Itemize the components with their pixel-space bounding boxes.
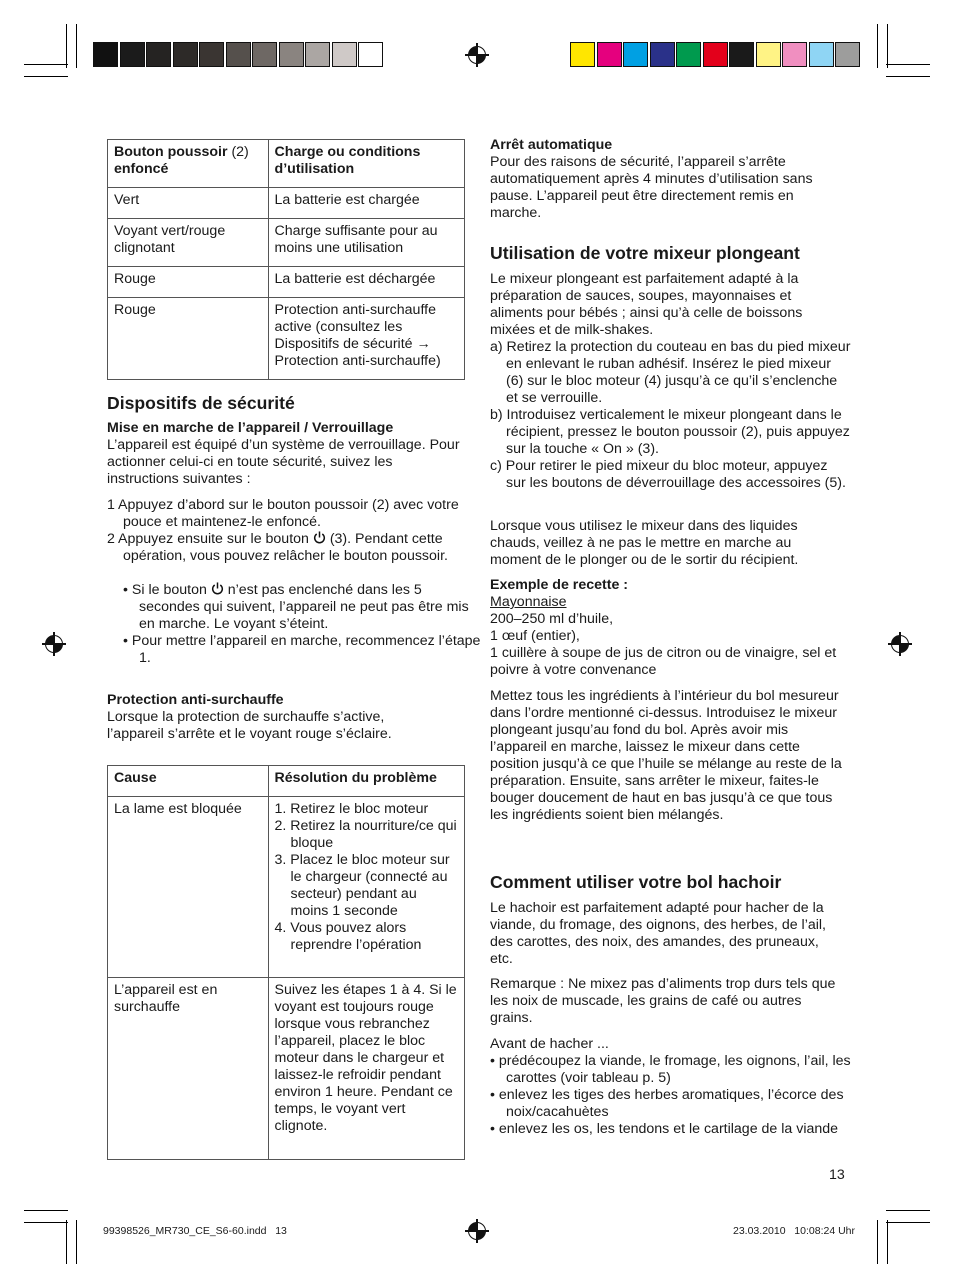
registration-mark-icon bbox=[45, 635, 63, 653]
color-swatch bbox=[120, 42, 145, 67]
power-icon bbox=[211, 582, 224, 595]
table-cell: Charge suffisante pour au moins une utilisation bbox=[268, 219, 464, 267]
crop-mark bbox=[886, 1222, 930, 1223]
color-swatch bbox=[252, 42, 277, 67]
crop-mark bbox=[76, 1220, 77, 1264]
table-header-cell: Charge ou conditions d’utilisation bbox=[268, 140, 464, 188]
crop-mark bbox=[24, 1210, 68, 1211]
bullet-1: • Si le bouton n’est pas enclenché dans les 5 secondes qui suivent, l’appareil ne peut pas être mis en marche. Le voyant s’éteint. bbox=[123, 582, 469, 632]
recipe-ingredient: 1 œuf (entier), bbox=[490, 628, 580, 644]
recipe-ingredient: 1 cuillère à soupe de jus de citron ou de vinaigre, sel et poivre à votre convenance bbox=[490, 645, 837, 678]
recipe-name: Mayonnaise bbox=[490, 594, 567, 610]
color-swatch bbox=[676, 42, 701, 67]
bullet-2: • Pour mettre l’appareil en marche, recommencez l’étape 1. bbox=[123, 633, 481, 666]
color-swatch bbox=[597, 42, 622, 67]
footer-file-info: 99398526_MR730_CE_S6-60.indd 13 bbox=[103, 1225, 287, 1237]
recipe-method: Mettez tous les ingrédients à l’intérieur du bol mesureur dans l’ordre mentionné ci-dessus. Introduisez le mixeur plongeant jusqu’au fond du bol. Après avoir mis l’appareil en marche, laissez le mixeur dans cette position jusqu’à ce que l’huile se mélange au reste de la préparation. Ensuite, sans arrêter le mixeur, faites-le bouger doucement de haut en bas jusqu’à ce que tous les ingrédients soient bien mélangés. bbox=[490, 688, 842, 823]
step-2: 2 Appuyez ensuite sur le bouton (3). Pendant cette opération, vous pouvez relâcher le bouton poussoir. bbox=[107, 531, 448, 564]
table-row bbox=[108, 978, 465, 1160]
crop-mark bbox=[24, 64, 68, 65]
color-swatch bbox=[146, 42, 171, 67]
color-swatch bbox=[809, 42, 834, 67]
overheat-subheading: Protection anti-surchauffe bbox=[107, 692, 284, 708]
crop-mark bbox=[24, 76, 68, 77]
crop-mark bbox=[66, 1220, 67, 1264]
table-row bbox=[108, 267, 465, 298]
crop-mark bbox=[877, 24, 878, 68]
chopper-heading: Comment utiliser votre bol hachoir bbox=[490, 872, 782, 892]
table-cell: Voyant vert/rouge clignotant bbox=[108, 219, 269, 267]
color-swatch bbox=[226, 42, 251, 67]
color-swatch bbox=[570, 42, 595, 67]
color-swatch bbox=[782, 42, 807, 67]
table-row bbox=[108, 766, 465, 797]
color-swatch bbox=[703, 42, 728, 67]
page-number: 13 bbox=[829, 1167, 845, 1183]
mixer-step-a: a) Retirez la protection du couteau en bas du pied mixeur en enlevant le ruban adhésif. Insérez le pied mixeur (6) sur le bloc moteur (4) jusqu’à ce qu’il s’enclenche et se verrouille. bbox=[490, 339, 851, 406]
table-cell: La batterie est déchargée bbox=[268, 267, 464, 298]
recipe-heading: Exemple de recette : bbox=[490, 577, 628, 593]
table-cell: Suivez les étapes 1 à 4. Si le voyant est toujours rouge lorsque vous rebranchez l’appareil, placez le bloc moteur dans le chargeur et laissez-le refroidir pendant environ 1 heure. Pendant ce temps, le voyant vert clignote. bbox=[268, 978, 464, 1160]
chopper-intro: Le hachoir est parfaitement adapté pour hacher de la viande, du fromage, des oignons, des herbes, de l’ail, des carottes, des noix, des amandes, des pruneaux, etc. bbox=[490, 900, 826, 967]
recipe-ingredient: 200–250 ml d’huile, bbox=[490, 611, 614, 627]
table-row bbox=[108, 219, 465, 267]
chopper-remark: Remarque : Ne mixez pas d’aliments trop durs tels que les noix de muscade, les grains de café ou autres grains. bbox=[490, 976, 836, 1026]
table-row bbox=[108, 797, 465, 978]
color-swatch bbox=[93, 42, 118, 67]
crop-mark bbox=[24, 1222, 68, 1223]
color-swatch bbox=[358, 42, 383, 67]
safety-heading: Dispositifs de sécurité bbox=[107, 393, 295, 413]
table-row bbox=[108, 188, 465, 219]
list-item: 3. Placez le bloc moteur sur le chargeur (connecté au secteur) pendant au moins 1 seconde bbox=[274, 852, 450, 919]
list-item: • enlevez les os, les tendons et le cartilage de la viande bbox=[490, 1121, 839, 1137]
list-item: 1. Retirez le bloc moteur bbox=[274, 801, 429, 817]
table-cell: L’appareil est en surchauffe bbox=[108, 978, 269, 1160]
table-cell bbox=[268, 797, 464, 978]
color-swatch bbox=[729, 42, 754, 67]
auto-stop-text: Pour des raisons de sécurité, l’appareil s’arrête automatiquement après 4 minutes d’utilisation sans pause. L’appareil peut être directement remis en marche. bbox=[490, 154, 813, 221]
list-item: • enlevez les tiges des herbes aromatiques, l’écorce des noix/cacahuètes bbox=[490, 1087, 844, 1120]
mixer-step-b: b) Introduisez verticalement le mixeur plongeant dans le récipient, pressez le bouton poussoir (2), puis appuyez sur la touche « On » (3). bbox=[490, 407, 850, 457]
color-swatch bbox=[199, 42, 224, 67]
table-header-cell: Résolution du problème bbox=[268, 766, 464, 797]
color-swatch bbox=[332, 42, 357, 67]
power-icon bbox=[313, 531, 326, 544]
color-swatch bbox=[279, 42, 304, 67]
registration-mark-icon bbox=[468, 46, 486, 64]
footer-timestamp: 23.03.2010 10:08:24 Uhr bbox=[733, 1225, 856, 1237]
table-header-cell: Bouton poussoir (2) enfoncé bbox=[108, 140, 269, 188]
crop-mark bbox=[886, 76, 930, 77]
color-swatch bbox=[623, 42, 648, 67]
mixer-intro: Le mixeur plongeant est parfaitement adapté à la préparation de sauces, soupes, mayonnaises et aliments pour bébés ; ainsi qu’à celle de boissons mixées et de milk-shakes. bbox=[490, 271, 803, 338]
crop-mark bbox=[76, 24, 77, 68]
table-cell: Vert bbox=[108, 188, 269, 219]
crop-mark bbox=[887, 1220, 888, 1264]
table-cell: La batterie est chargée bbox=[268, 188, 464, 219]
color-swatch bbox=[835, 42, 860, 67]
table-header-cell: Cause bbox=[108, 766, 269, 797]
table-row bbox=[108, 140, 465, 188]
lock-intro: L’appareil est équipé d’un système de verrouillage. Pour actionner celui-ci en toute sécurité, suivez les instructions suivantes : bbox=[107, 437, 460, 487]
table-cell: Protection anti-surchauffe active (consultez les Dispositifs de sécurité → Protection anti-surchauffe) bbox=[268, 298, 464, 380]
color-swatch bbox=[650, 42, 675, 67]
registration-mark-icon bbox=[891, 635, 909, 653]
table-cell: Rouge bbox=[108, 298, 269, 380]
table-cell: La lame est bloquée bbox=[108, 797, 269, 978]
troubleshooting-table bbox=[107, 765, 465, 1160]
mixer-heading: Utilisation de votre mixeur plongeant bbox=[490, 243, 800, 263]
color-swatch bbox=[756, 42, 781, 67]
hot-liquids-note: Lorsque vous utilisez le mixeur dans des liquides chauds, veillez à ne pas le mettre en marche au moment de le plonger ou de le sortir du récipient. bbox=[490, 518, 799, 568]
overheat-text: Lorsque la protection de surchauffe s’active, l’appareil s’arrête et le voyant rouge s’éclaire. bbox=[107, 709, 392, 742]
table-cell: Rouge bbox=[108, 267, 269, 298]
color-swatch bbox=[305, 42, 330, 67]
crop-mark bbox=[886, 1210, 930, 1211]
crop-mark bbox=[887, 24, 888, 68]
crop-mark bbox=[886, 64, 930, 65]
step-1: 1 Appuyez d’abord sur le bouton poussoir (2) avec votre pouce et maintenez-le enfoncé. bbox=[107, 497, 459, 530]
auto-stop-heading: Arrêt automatique bbox=[490, 137, 613, 153]
lock-subheading: Mise en marche de l’appareil / Verrouillage bbox=[107, 420, 394, 436]
table-row bbox=[108, 298, 465, 380]
list-item: 2. Retirez la nourriture/ce qui bloque bbox=[274, 818, 457, 851]
color-swatch bbox=[173, 42, 198, 67]
list-item: • prédécoupez la viande, le fromage, les oignons, l’ail, les carottes (voir tableau p. 5) bbox=[490, 1053, 851, 1086]
list-item: 4. Vous pouvez alors reprendre l’opération bbox=[274, 920, 422, 953]
battery-status-table bbox=[107, 139, 465, 380]
before-chopping: Avant de hacher ... bbox=[490, 1036, 609, 1052]
crop-mark bbox=[66, 24, 67, 68]
crop-mark bbox=[877, 1220, 878, 1264]
registration-mark-icon bbox=[468, 1222, 486, 1240]
mixer-step-c: c) Pour retirer le pied mixeur du bloc moteur, appuyez sur les boutons de déverrouillage des accessoires (5). bbox=[490, 458, 846, 491]
